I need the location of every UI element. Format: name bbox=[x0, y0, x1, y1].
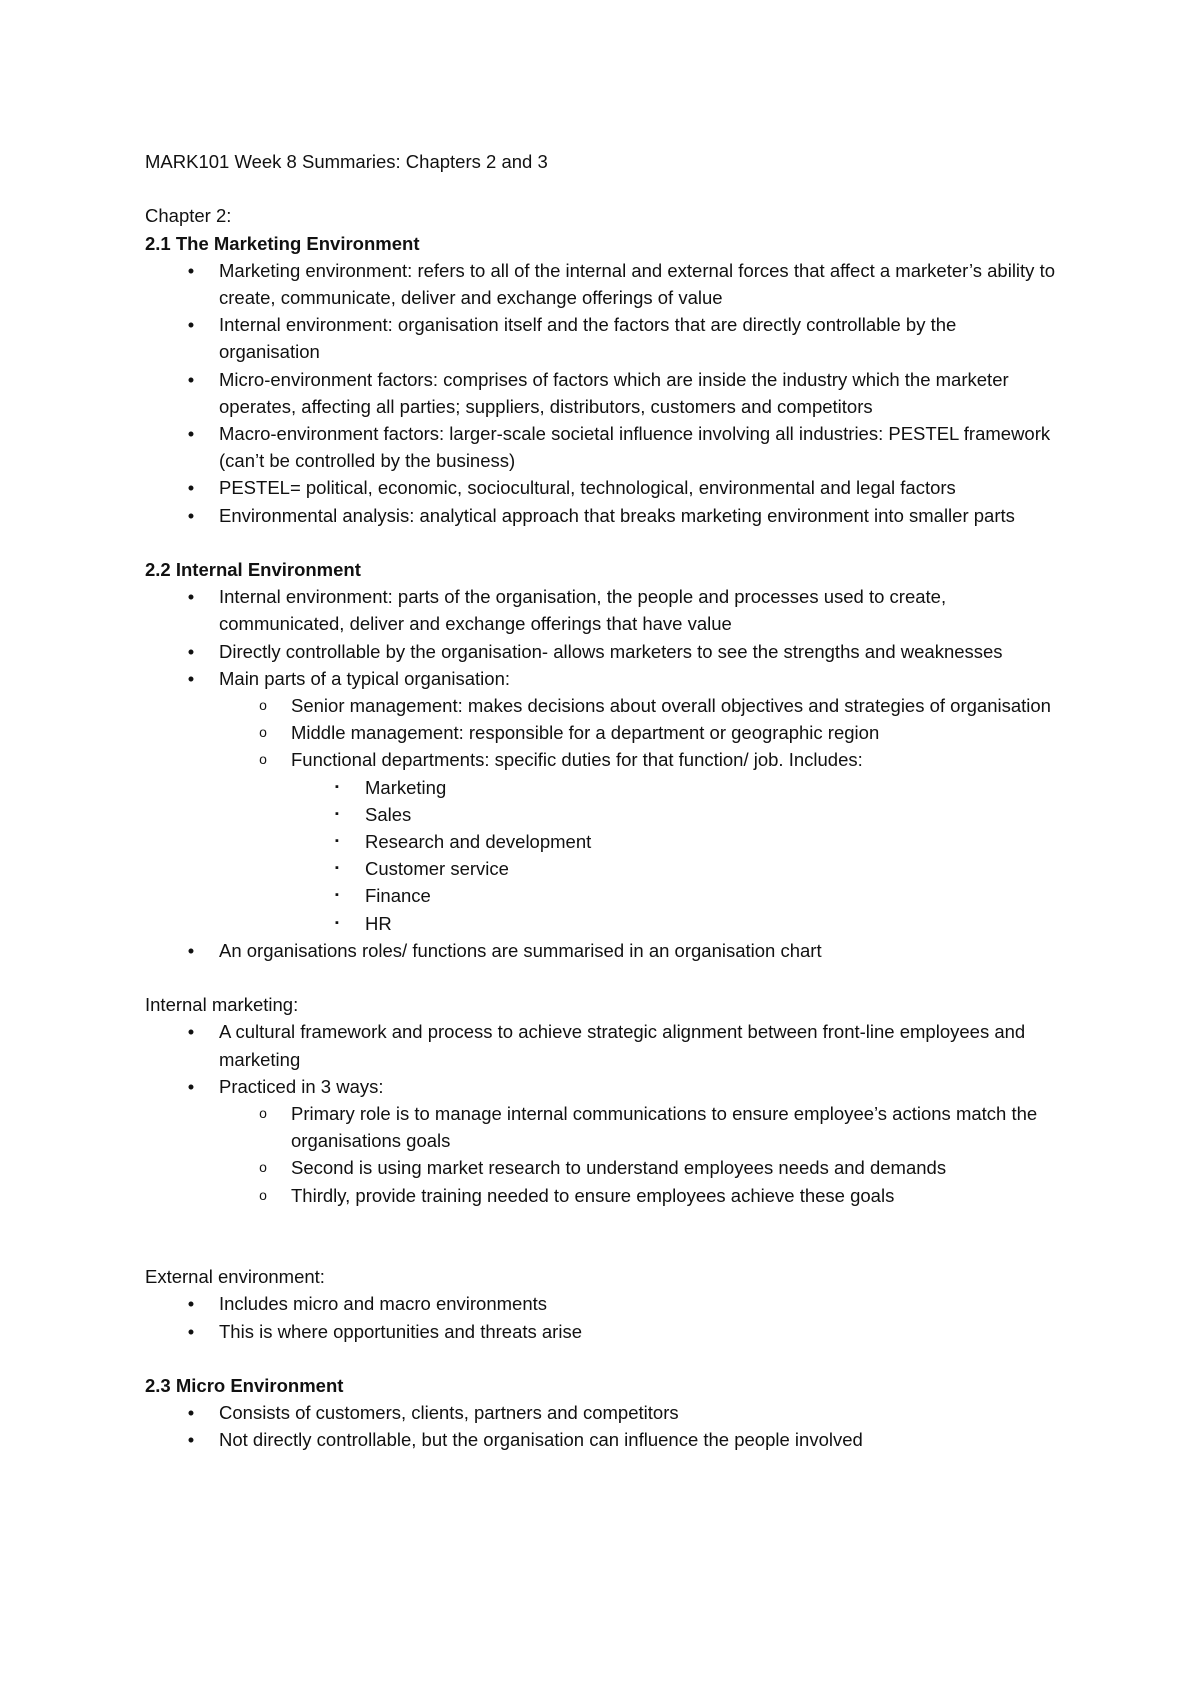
section-2-2-list bbox=[145, 583, 1060, 964]
sub-list-item: o Middle management: responsible for a department or geographic region bbox=[145, 719, 1060, 746]
sub-list-item: o Thirdly, provide training needed to ensure employees achieve these goals bbox=[145, 1182, 1060, 1209]
bullet-dot-icon: • bbox=[187, 1021, 195, 1043]
bullet-dot-icon: • bbox=[187, 1075, 195, 1097]
internal-marketing-heading: Internal marketing: bbox=[145, 994, 299, 1016]
spacer bbox=[145, 1209, 1060, 1263]
bullet-dot-icon: • bbox=[187, 477, 195, 499]
department-item: ▪ Marketing bbox=[145, 774, 1060, 801]
bullet-dot-icon: • bbox=[187, 1402, 195, 1424]
bullet-dot-icon: • bbox=[187, 1429, 195, 1451]
list-item: • Marketing environment: refers to all of the internal and external forces that affect a marketer’s ability to create, communicate, deliver and exchange offerings of value bbox=[145, 257, 1060, 311]
bullet-circle-icon: o bbox=[259, 724, 267, 741]
bullet-square-icon: ▪ bbox=[335, 807, 339, 820]
chapter-label: Chapter 2: bbox=[145, 205, 232, 227]
department-item: ▪ HR bbox=[145, 910, 1060, 937]
sub-list-item: o Primary role is to manage internal communications to ensure employee’s actions match the organisations goals bbox=[145, 1100, 1060, 1154]
spacer bbox=[145, 964, 1060, 991]
bullet-dot-icon: • bbox=[187, 423, 195, 445]
spacer bbox=[145, 529, 1060, 556]
bullet-dot-icon: • bbox=[187, 586, 195, 608]
bullet-dot-icon: • bbox=[187, 259, 195, 281]
list-item: • Environmental analysis: analytical approach that breaks marketing environment into smaller parts bbox=[145, 502, 1060, 529]
bullet-square-icon: ▪ bbox=[335, 862, 339, 875]
bullet-circle-icon: o bbox=[259, 1159, 267, 1176]
bullet-circle-icon: o bbox=[259, 1186, 267, 1203]
list-item: • PESTEL= political, economic, sociocultural, technological, environmental and legal factors bbox=[145, 474, 1060, 501]
bullet-dot-icon: • bbox=[187, 504, 195, 526]
list-item: • Not directly controllable, but the organisation can influence the people involved bbox=[145, 1426, 1060, 1453]
bullet-dot-icon: • bbox=[187, 640, 195, 662]
bullet-dot-icon: • bbox=[187, 667, 195, 689]
section-2-3-list bbox=[145, 1399, 1060, 1453]
list-item: • Macro-environment factors: larger-scale societal influence involving all industries: PESTEL framework (can’t be controlled by the business) bbox=[145, 420, 1060, 474]
department-item: ▪ Customer service bbox=[145, 855, 1060, 882]
bullet-square-icon: ▪ bbox=[335, 916, 339, 929]
bullet-circle-icon: o bbox=[259, 697, 267, 714]
external-environment-list bbox=[145, 1290, 1060, 1344]
department-item: ▪ Sales bbox=[145, 801, 1060, 828]
list-item: • This is where opportunities and threats arise bbox=[145, 1318, 1060, 1345]
section-heading-2-2: 2.2 Internal Environment bbox=[145, 559, 361, 581]
sub-list-item: o Second is using market research to understand employees needs and demands bbox=[145, 1154, 1060, 1181]
bullet-circle-icon: o bbox=[259, 1105, 267, 1122]
internal-marketing-list bbox=[145, 1018, 1060, 1208]
bullet-dot-icon: • bbox=[187, 314, 195, 336]
list-item: • Practiced in 3 ways: bbox=[145, 1073, 1060, 1100]
list-item: • Main parts of a typical organisation: bbox=[145, 665, 1060, 692]
section-heading-2-3: 2.3 Micro Environment bbox=[145, 1375, 344, 1397]
list-item: • Consists of customers, clients, partners and competitors bbox=[145, 1399, 1060, 1426]
bullet-circle-icon: o bbox=[259, 751, 267, 768]
list-item: • Includes micro and macro environments bbox=[145, 1290, 1060, 1317]
list-item: • A cultural framework and process to achieve strategic alignment between front-line employees and marketing bbox=[145, 1018, 1060, 1072]
bullet-dot-icon: • bbox=[187, 1320, 195, 1342]
section-2-1-list bbox=[145, 257, 1060, 529]
list-item: • Internal environment: organisation itself and the factors that are directly controllable by the organisation bbox=[145, 311, 1060, 365]
department-item: ▪ Finance bbox=[145, 882, 1060, 909]
list-item: • An organisations roles/ functions are summarised in an organisation chart bbox=[145, 937, 1060, 964]
bullet-dot-icon: • bbox=[187, 939, 195, 961]
department-item: ▪ Research and development bbox=[145, 828, 1060, 855]
list-item: • Internal environment: parts of the organisation, the people and processes used to create, communicated, deliver and exchange offerings that have value bbox=[145, 583, 1060, 637]
list-item: • Directly controllable by the organisation- allows marketers to see the strengths and weaknesses bbox=[145, 638, 1060, 665]
bullet-dot-icon: • bbox=[187, 368, 195, 390]
section-heading-2-1: 2.1 The Marketing Environment bbox=[145, 232, 420, 254]
list-item: • Micro-environment factors: comprises of factors which are inside the industry which the marketer operates, affecting all parties; suppliers, distributors, customers and competitors bbox=[145, 366, 1060, 420]
sub-list-item: o Senior management: makes decisions about overall objectives and strategies of organisation bbox=[145, 692, 1060, 719]
external-environment-heading: External environment: bbox=[145, 1266, 325, 1288]
spacer bbox=[145, 1345, 1060, 1372]
bullet-square-icon: ▪ bbox=[335, 780, 339, 793]
bullet-dot-icon: • bbox=[187, 1293, 195, 1315]
bullet-square-icon: ▪ bbox=[335, 835, 339, 848]
document-title: MARK101 Week 8 Summaries: Chapters 2 and 3 bbox=[145, 151, 548, 172]
bullet-square-icon: ▪ bbox=[335, 889, 339, 902]
sub-list-item: o Functional departments: specific duties for that function/ job. Includes: bbox=[145, 746, 1060, 773]
